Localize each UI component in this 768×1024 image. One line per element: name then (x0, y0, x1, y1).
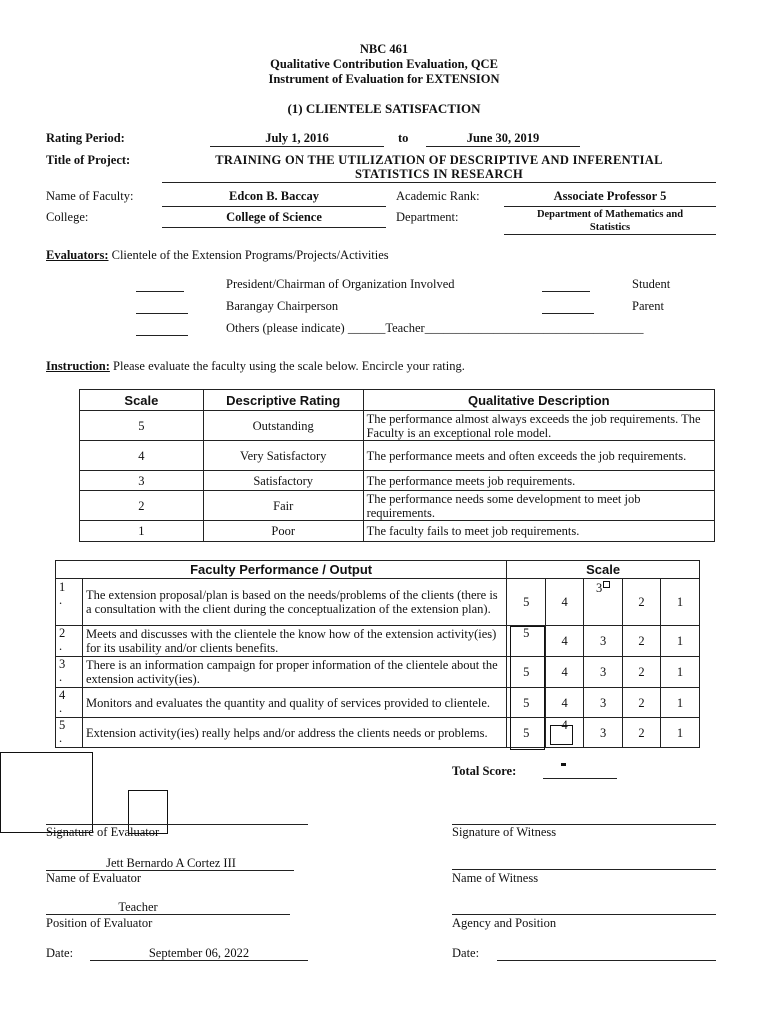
rating-5[interactable]: 5 (507, 688, 546, 718)
row-text: Extension activity(ies) really helps and/or address the clients needs or problems. (82, 718, 506, 748)
option-student: Student (632, 277, 671, 291)
row-number: 5 . (56, 718, 83, 748)
rating-2[interactable]: 2 (623, 579, 661, 626)
rating-value: Outstanding (203, 411, 363, 441)
score-mark (561, 763, 566, 766)
rating-period-label: Rating Period: (46, 131, 125, 145)
others-blank[interactable] (136, 335, 188, 336)
faculty-label: Name of Faculty: (46, 189, 134, 203)
table-row (56, 688, 700, 718)
president-blank[interactable] (136, 291, 184, 292)
rating-header: Descriptive Rating (203, 390, 363, 411)
rating-1[interactable]: 1 (661, 579, 700, 626)
rating-3[interactable]: 3 (584, 718, 623, 748)
rank: Associate Professor 5 (553, 189, 667, 203)
rating-1[interactable]: 1 (661, 657, 700, 688)
row-number: 3 . (56, 657, 83, 688)
name-evaluator-label: Name of Evaluator (46, 871, 142, 885)
rating-5[interactable]: 5 (507, 579, 546, 626)
evaluators-label: Evaluators: (46, 248, 109, 262)
evaluator-name[interactable]: Jett Bernardo A Cortez III (106, 856, 236, 870)
witness-date-label: Date: (452, 946, 480, 960)
small-box-mark (603, 581, 610, 588)
output-header: Faculty Performance / Output (56, 561, 507, 579)
rating-2[interactable]: 2 (623, 626, 661, 657)
table-row (80, 441, 715, 471)
department-label: Department: (396, 210, 459, 224)
evaluators-text: Clientele of the Extension Programs/Projects/Activities (111, 248, 389, 262)
total-score-field[interactable] (543, 778, 617, 779)
description-value: The faculty fails to meet job requirements. (363, 521, 714, 542)
college: College of Science (226, 210, 322, 224)
project-title-line2: STATISTICS IN RESEARCH (355, 167, 523, 181)
scale-table (79, 389, 715, 542)
evaluators-row (46, 248, 389, 263)
rating-2[interactable]: 2 (623, 657, 661, 688)
rating-1[interactable]: 1 (661, 718, 700, 748)
position-label: Position of Evaluator (46, 916, 153, 930)
scale-header: Scale (80, 390, 204, 411)
instruction-label: Instruction: (46, 359, 110, 373)
row-number: 4 . (56, 688, 83, 718)
sig-witness-label: Signature of Witness (452, 825, 557, 839)
table-row (56, 579, 700, 626)
rating-value: Fair (203, 491, 363, 521)
rating-3[interactable]: 3 (584, 688, 623, 718)
rating-4[interactable]: 4 (546, 718, 584, 748)
agency-label: Agency and Position (452, 916, 557, 930)
rating-5[interactable]: 5 (507, 657, 546, 688)
instruction-text: Please evaluate the faculty using the scale below. Encircle your rating. (113, 359, 465, 373)
description-header: Qualitative Description (363, 390, 714, 411)
faculty-line (162, 206, 386, 207)
option-president: President/Chairman of Organization Involved (226, 277, 455, 291)
rating-2[interactable]: 2 (623, 718, 661, 748)
table-row (80, 491, 715, 521)
rank-label: Academic Rank: (396, 189, 480, 203)
rating-4[interactable]: 4 (546, 688, 584, 718)
faculty-name: Edcon B. Baccay (229, 189, 319, 203)
department-line (504, 234, 716, 235)
to-label: to (398, 131, 409, 145)
rating-3[interactable]: 3 (584, 579, 623, 626)
row-text: Monitors and evaluates the quantity and quality of services provided to clientele. (82, 688, 506, 718)
description-value: The performance almost always exceeds the job requirements. The Faculty is an exceptional role model. (363, 411, 714, 441)
rating-5[interactable]: 5 (507, 718, 546, 748)
department-line2: Statistics (589, 222, 631, 233)
rating-4[interactable]: 4 (546, 579, 584, 626)
rating-1[interactable]: 1 (661, 688, 700, 718)
project-label: Title of Project: (46, 153, 131, 167)
rating-value: Poor (203, 521, 363, 542)
parent-blank[interactable] (542, 313, 594, 314)
form-subtitle: Instrument of Evaluation for EXTENSION (268, 72, 500, 86)
table-row (56, 718, 700, 748)
section-title: (1) CLIENTELE SATISFACTION (287, 101, 481, 116)
scale-value: 3 (80, 471, 204, 491)
name-witness-label: Name of Witness (452, 871, 539, 885)
total-score-label: Total Score: (452, 764, 517, 778)
agency-line[interactable] (452, 914, 716, 915)
performance-table (55, 560, 700, 748)
small-selection-box (550, 725, 573, 745)
row-number: 1 . (56, 579, 83, 626)
description-value: The performance meets and often exceeds the job requirements. (363, 441, 714, 471)
row-number: 2 . (56, 626, 83, 657)
evaluator-position[interactable]: Teacher (118, 900, 158, 914)
rating-4[interactable]: 4 (546, 657, 584, 688)
student-blank[interactable] (542, 291, 590, 292)
rating-4[interactable]: 4 (546, 626, 584, 657)
table-row (80, 471, 715, 491)
row-text: There is an information campaign for proper information of the clientele about the extension activity(ies). (82, 657, 506, 688)
college-label: College: (46, 210, 89, 224)
date-label: Date: (46, 946, 74, 960)
period-from-line (210, 146, 384, 147)
table-row (56, 626, 700, 657)
rating-3[interactable]: 3 (584, 626, 623, 657)
table-row (80, 411, 715, 441)
period-to-line (426, 146, 580, 147)
option-others: Others (please indicate) ______Teacher___________________________________ (226, 321, 644, 335)
large-overlay-box (0, 752, 93, 833)
date-value[interactable]: September 06, 2022 (148, 946, 250, 960)
scale-value: 2 (80, 491, 204, 521)
scale-value: 1 (80, 521, 204, 542)
date-line (90, 960, 308, 961)
project-line (162, 182, 716, 183)
college-line (162, 227, 386, 228)
description-value: The performance meets job requirements. (363, 471, 714, 491)
form-title: Qualitative Contribution Evaluation, QCE (270, 57, 498, 71)
witness-name-line[interactable] (452, 869, 716, 870)
rating-value: Satisfactory (203, 471, 363, 491)
row-text: The extension proposal/plan is based on the needs/problems of the clients (there is a consultation with the client during the conceptualization of the extension plan). (82, 579, 506, 626)
table-row (80, 521, 715, 542)
period-to: June 30, 2019 (466, 131, 540, 145)
column-highlight-box (510, 626, 545, 750)
rating-1[interactable]: 1 (661, 626, 700, 657)
scale-header: Scale (507, 561, 700, 579)
option-parent: Parent (632, 299, 664, 313)
sig-evaluator-label: Signature of Evaluator (46, 825, 160, 839)
description-value: The performance needs some development to meet job requirements. (363, 491, 714, 521)
rating-5[interactable]: 5 (507, 626, 546, 657)
department-line1: Department of Mathematics and (536, 209, 684, 220)
rating-3[interactable]: 3 (584, 657, 623, 688)
form-code: NBC 461 (359, 42, 409, 56)
rating-2[interactable]: 2 (623, 688, 661, 718)
witness-date-line[interactable] (497, 960, 716, 961)
rating-value: Very Satisfactory (203, 441, 363, 471)
scale-value: 4 (80, 441, 204, 471)
period-from: July 1, 2016 (265, 131, 329, 145)
instruction-row (46, 359, 465, 374)
table-row (56, 657, 700, 688)
option-barangay: Barangay Chairperson (226, 299, 339, 313)
project-title-line1: TRAINING ON THE UTILIZATION OF DESCRIPTIVE AND INFERENTIAL (215, 153, 663, 167)
row-text: Meets and discusses with the clientele the know how of the extension activity(ies) for its usability and/or clients benefits. (82, 626, 506, 657)
evaluator-position-line (46, 914, 290, 915)
barangay-blank[interactable] (136, 313, 188, 314)
scale-value: 5 (80, 411, 204, 441)
rank-line (504, 206, 716, 207)
